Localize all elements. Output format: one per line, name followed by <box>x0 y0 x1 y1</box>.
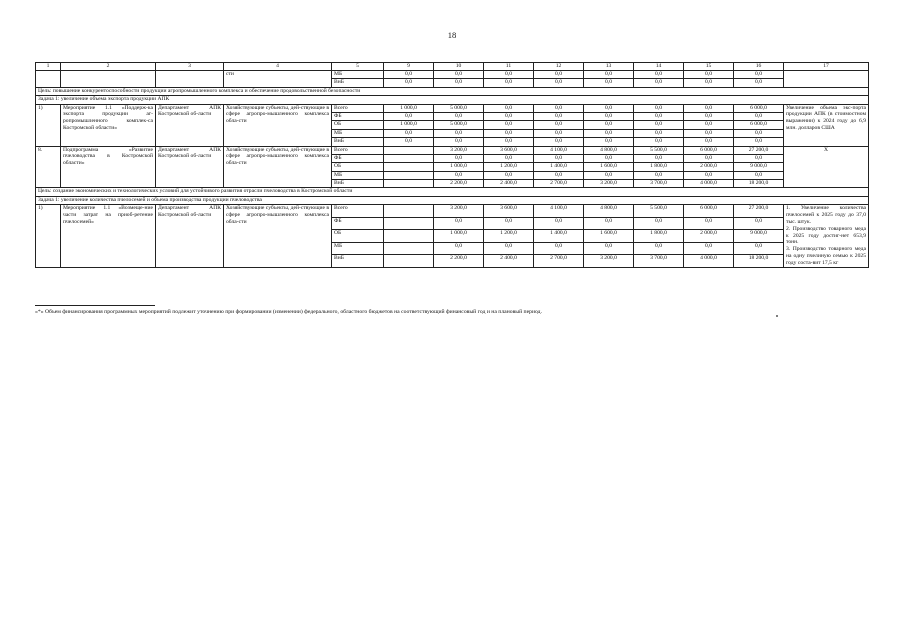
amount-cell: 3 700,0 <box>634 180 684 188</box>
amount-cell: 0,0 <box>584 217 634 229</box>
amount-cell: 0,0 <box>734 138 784 146</box>
amount-cell: 0,0 <box>534 242 584 254</box>
funding-source: МБ <box>332 242 384 254</box>
column-number: 16 <box>734 63 784 71</box>
amount-cell: 0,0 <box>684 217 734 229</box>
amount-cell: 4 800,0 <box>584 146 634 154</box>
amount-cell <box>384 230 434 242</box>
task-row <box>36 196 869 204</box>
amount-cell: 0,0 <box>484 242 534 254</box>
amount-cell: 2 200,0 <box>434 180 484 188</box>
amount-cell: 0,0 <box>684 104 734 112</box>
amount-cell: 0,0 <box>384 71 434 79</box>
amount-cell <box>384 146 434 154</box>
amount-cell: 0,0 <box>584 71 634 79</box>
amount-cell: 0,0 <box>634 112 684 120</box>
amount-cell: 4 000,0 <box>684 180 734 188</box>
amount-cell: 1 400,0 <box>534 230 584 242</box>
table-row <box>36 104 869 112</box>
amount-cell: 0,0 <box>684 71 734 79</box>
row-number: 1) <box>36 104 61 146</box>
scan-speck <box>776 315 778 317</box>
amount-cell: 0,0 <box>734 79 784 87</box>
amount-cell <box>384 163 434 171</box>
amount-cell: 1 800,0 <box>634 163 684 171</box>
amount-cell: 1 600,0 <box>584 230 634 242</box>
amount-cell: 1 800,0 <box>634 230 684 242</box>
amount-cell: 0,0 <box>434 217 484 229</box>
amount-cell: 0,0 <box>584 171 634 179</box>
amount-cell: 0,0 <box>484 171 534 179</box>
amount-cell: 0,0 <box>484 121 534 129</box>
amount-cell: 0,0 <box>634 138 684 146</box>
amount-cell: 0,0 <box>684 112 734 120</box>
funding-source: ОБ <box>332 121 384 129</box>
amount-cell: 0,0 <box>434 129 484 137</box>
amount-cell: 5 500,0 <box>634 146 684 154</box>
amount-cell: 3 200,0 <box>434 205 484 217</box>
goal-row-text: Цель: повышение конкурентоспособности продукции агропромышленного комплекса и обеспечение продовольственной безопасности <box>36 87 869 95</box>
amount-cell: 0,0 <box>634 154 684 162</box>
amount-cell: 4 000,0 <box>684 255 734 268</box>
funding-source: ФБ <box>332 217 384 229</box>
amount-cell: 0,0 <box>484 129 534 137</box>
column-number: 14 <box>634 63 684 71</box>
amount-cell: 27 200,0 <box>734 205 784 217</box>
amount-cell: 6 000,0 <box>684 205 734 217</box>
amount-cell: 0,0 <box>434 112 484 120</box>
funding-source: ОБ <box>332 163 384 171</box>
amount-cell: 0,0 <box>684 171 734 179</box>
amount-cell: 0,0 <box>634 129 684 137</box>
page-number: 18 <box>447 30 457 40</box>
amount-cell: 4 100,0 <box>534 146 584 154</box>
measure-name: Мероприятие 1.1 «Поддерж-ка экспорта продукции аг-ропромышленного комплек-са Костромской области» <box>61 104 156 146</box>
executor: Департамент АПК Костромской об-ласти <box>156 205 224 267</box>
amount-cell: 0,0 <box>434 79 484 87</box>
amount-cell: 0,0 <box>684 79 734 87</box>
cell-name <box>61 71 156 88</box>
amount-cell: 0,0 <box>684 138 734 146</box>
amount-cell: 0,0 <box>584 121 634 129</box>
amount-cell <box>384 171 434 179</box>
amount-cell: 1 200,0 <box>484 163 534 171</box>
table-row <box>36 71 869 79</box>
amount-cell: 0,0 <box>484 79 534 87</box>
amount-cell: 0,0 <box>484 217 534 229</box>
amount-cell: 1 400,0 <box>534 163 584 171</box>
amount-cell: 9 000,0 <box>734 163 784 171</box>
expected-result: 1. Увеличение количества пчелосемей к 2025 году до 37,0 тыс. штук. 2. Производство товарного меда к 2025 году достиг-нет 653,9 тонн. 3. Производство товарного меда на одну пчелиную семью к 2025 году соста-вит 17,5 кг <box>784 205 869 267</box>
funding-source: ОБ <box>332 230 384 242</box>
amount-cell: 0,0 <box>584 242 634 254</box>
amount-cell: 0,0 <box>734 129 784 137</box>
row-number: 1) <box>36 205 61 267</box>
amount-cell: 0,0 <box>384 138 434 146</box>
column-number: 2 <box>61 63 156 71</box>
amount-cell: 0,0 <box>684 242 734 254</box>
amount-cell: 1 000,0 <box>434 163 484 171</box>
amount-cell: 3 200,0 <box>434 146 484 154</box>
funding-source: Всего <box>332 146 384 154</box>
amount-cell: 2 000,0 <box>684 163 734 171</box>
amount-cell: 4 100,0 <box>534 205 584 217</box>
amount-cell: 0,0 <box>484 112 534 120</box>
amount-cell: 0,0 <box>734 154 784 162</box>
amount-cell: 1 000,0 <box>434 230 484 242</box>
column-number: 11 <box>484 63 534 71</box>
amount-cell: 0,0 <box>684 154 734 162</box>
amount-cell: 0,0 <box>484 154 534 162</box>
amount-cell <box>384 242 434 254</box>
amount-cell: 0,0 <box>634 104 684 112</box>
amount-cell: 0,0 <box>584 104 634 112</box>
amount-cell: 0,0 <box>634 71 684 79</box>
cell-result <box>784 71 869 88</box>
amount-cell: 3 600,0 <box>484 146 534 154</box>
amount-cell: 2 000,0 <box>684 230 734 242</box>
funding-source: ФБ <box>332 112 384 120</box>
amount-cell: 9 000,0 <box>734 230 784 242</box>
amount-cell: 0,0 <box>634 171 684 179</box>
amount-cell: 1 200,0 <box>484 230 534 242</box>
row-number: 8. <box>36 146 61 188</box>
amount-cell: 0,0 <box>534 154 584 162</box>
column-number: 13 <box>584 63 634 71</box>
task-row <box>36 96 869 104</box>
expected-result: Увеличение объема экс-порта продукции АПК (в стоимостном выражении) к 2024 году до 6,9 млн. долларов США <box>784 104 869 146</box>
amount-cell: 0,0 <box>484 71 534 79</box>
amount-cell: 0,0 <box>734 112 784 120</box>
amount-cell: 0,0 <box>534 79 584 87</box>
amount-cell: 0,0 <box>534 121 584 129</box>
amount-cell: 0,0 <box>684 129 734 137</box>
amount-cell: 27 200,0 <box>734 146 784 154</box>
column-number-row <box>36 63 869 71</box>
cell-number <box>36 71 61 88</box>
amount-cell: 0,0 <box>734 71 784 79</box>
amount-cell: 0,0 <box>584 138 634 146</box>
amount-cell: 3 200,0 <box>584 180 634 188</box>
amount-cell: 0,0 <box>534 104 584 112</box>
funding-source: ВнБ <box>332 180 384 188</box>
amount-cell: 0,0 <box>384 79 434 87</box>
amount-cell: 18 200,0 <box>734 255 784 268</box>
column-number: 4 <box>224 63 332 71</box>
amount-cell: 2 200,0 <box>434 255 484 268</box>
amount-cell: 0,0 <box>384 129 434 137</box>
participants: Хозяйствующие субъекты, дей-ствующие в сфере агропро-мышленного комплекса обла-сти <box>224 205 332 267</box>
amount-cell: 0,0 <box>484 104 534 112</box>
amount-cell: 0,0 <box>634 79 684 87</box>
amount-cell <box>384 255 434 268</box>
goal-row <box>36 188 869 196</box>
amount-cell: 0,0 <box>434 242 484 254</box>
amount-cell <box>384 205 434 217</box>
amount-cell: 0,0 <box>434 138 484 146</box>
amount-cell: 0,0 <box>434 71 484 79</box>
table-row <box>36 146 869 154</box>
amount-cell: 5 000,0 <box>434 104 484 112</box>
amount-cell: 6 000,0 <box>684 146 734 154</box>
amount-cell: 0,0 <box>734 217 784 229</box>
cell-executor <box>156 71 224 88</box>
amount-cell <box>384 180 434 188</box>
amount-cell: 1 000,0 <box>384 104 434 112</box>
amount-cell: 0,0 <box>534 217 584 229</box>
funding-source: МБ <box>332 129 384 137</box>
amount-cell: 6 000,0 <box>734 121 784 129</box>
column-number: 15 <box>684 63 734 71</box>
amount-cell: 0,0 <box>534 112 584 120</box>
amount-cell <box>384 217 434 229</box>
amount-cell: 6 000,0 <box>734 104 784 112</box>
amount-cell: 0,0 <box>634 121 684 129</box>
financing-table <box>35 62 869 268</box>
funding-source: МБ <box>332 171 384 179</box>
amount-cell: 0,0 <box>584 112 634 120</box>
amount-cell: 3 700,0 <box>634 255 684 268</box>
funding-source: ВнБ <box>332 79 384 87</box>
column-number: 1 <box>36 63 61 71</box>
amount-cell: 0,0 <box>584 129 634 137</box>
amount-cell: 18 200,0 <box>734 180 784 188</box>
amount-cell: 5 500,0 <box>634 205 684 217</box>
amount-cell: 1 600,0 <box>584 163 634 171</box>
column-number: 12 <box>534 63 584 71</box>
amount-cell: 3 200,0 <box>584 255 634 268</box>
amount-cell: 0,0 <box>734 171 784 179</box>
amount-cell: 0,0 <box>534 171 584 179</box>
column-number: 5 <box>332 63 384 71</box>
funding-source: ВнБ <box>332 138 384 146</box>
column-number: 9 <box>384 63 434 71</box>
column-number: 3 <box>156 63 224 71</box>
amount-cell: 2 400,0 <box>484 180 534 188</box>
amount-cell: 0,0 <box>534 71 584 79</box>
funding-source: ФБ <box>332 154 384 162</box>
executor: Департамент АПК Костромской об-ласти <box>156 104 224 146</box>
amount-cell: 2 700,0 <box>534 255 584 268</box>
amount-cell: 0,0 <box>434 171 484 179</box>
participants: Хозяйствующие субъекты, дей-ствующие в сфере агропро-мышленного комплекса обла-сти <box>224 146 332 188</box>
amount-cell <box>384 154 434 162</box>
amount-cell: 0,0 <box>734 242 784 254</box>
amount-cell: 0,0 <box>534 129 584 137</box>
participants: Хозяйствующие субъекты, дей-ствующие в сфере агропро-мышленного комплекса обла-сти <box>224 104 332 146</box>
measure-name: Мероприятие 1.1 «Возмеще-ние части затрат на приоб-ретение пчелосемей» <box>61 205 156 267</box>
amount-cell: 0,0 <box>634 217 684 229</box>
expected-result: X <box>784 146 869 188</box>
amount-cell: 2 700,0 <box>534 180 584 188</box>
funding-source: МБ <box>332 71 384 79</box>
amount-cell: 5 000,0 <box>434 121 484 129</box>
task-row-text: Задача 1: увеличение количества пчелосемей и объема производства продукции пчеловодства <box>36 196 869 204</box>
amount-cell: 4 800,0 <box>584 205 634 217</box>
amount-cell: 0,0 <box>534 138 584 146</box>
amount-cell: 0,0 <box>584 79 634 87</box>
amount-cell: 0,0 <box>584 154 634 162</box>
funding-source: Всего <box>332 205 384 217</box>
amount-cell: 0,0 <box>634 242 684 254</box>
task-row-text: Задача 1: увеличение объема экспорта продукции АПК <box>36 96 869 104</box>
amount-cell: 0,0 <box>684 121 734 129</box>
amount-cell: 0,0 <box>484 138 534 146</box>
goal-row-text: Цель: создание экономических и технологических условий для устойчивого развития отрасли пчеловодства в Костромской области <box>36 188 869 196</box>
funding-source: ВнБ <box>332 255 384 268</box>
footnote-separator <box>35 305 155 306</box>
executor: Департамент АПК Костромской об-ласти <box>156 146 224 188</box>
amount-cell: 2 400,0 <box>484 255 534 268</box>
cell-participants: сти <box>224 71 332 88</box>
table-row <box>36 205 869 217</box>
amount-cell: 0,0 <box>384 112 434 120</box>
amount-cell: 3 600,0 <box>484 205 534 217</box>
column-number: 10 <box>434 63 484 71</box>
measure-name: Подпрограмма «Развитие пчеловодства в Костромской области» <box>61 146 156 188</box>
footnote-text: «*» Объем финансирования программных мероприятий подлежит уточнению при формировании (изменении) федерального, областного бюджетов на соответствующий финансовый год и на плановый период. <box>35 309 542 315</box>
amount-cell: 0,0 <box>434 154 484 162</box>
goal-row <box>36 87 869 95</box>
amount-cell: 1 000,0 <box>384 121 434 129</box>
column-number: 17 <box>784 63 869 71</box>
funding-source: Всего <box>332 104 384 112</box>
